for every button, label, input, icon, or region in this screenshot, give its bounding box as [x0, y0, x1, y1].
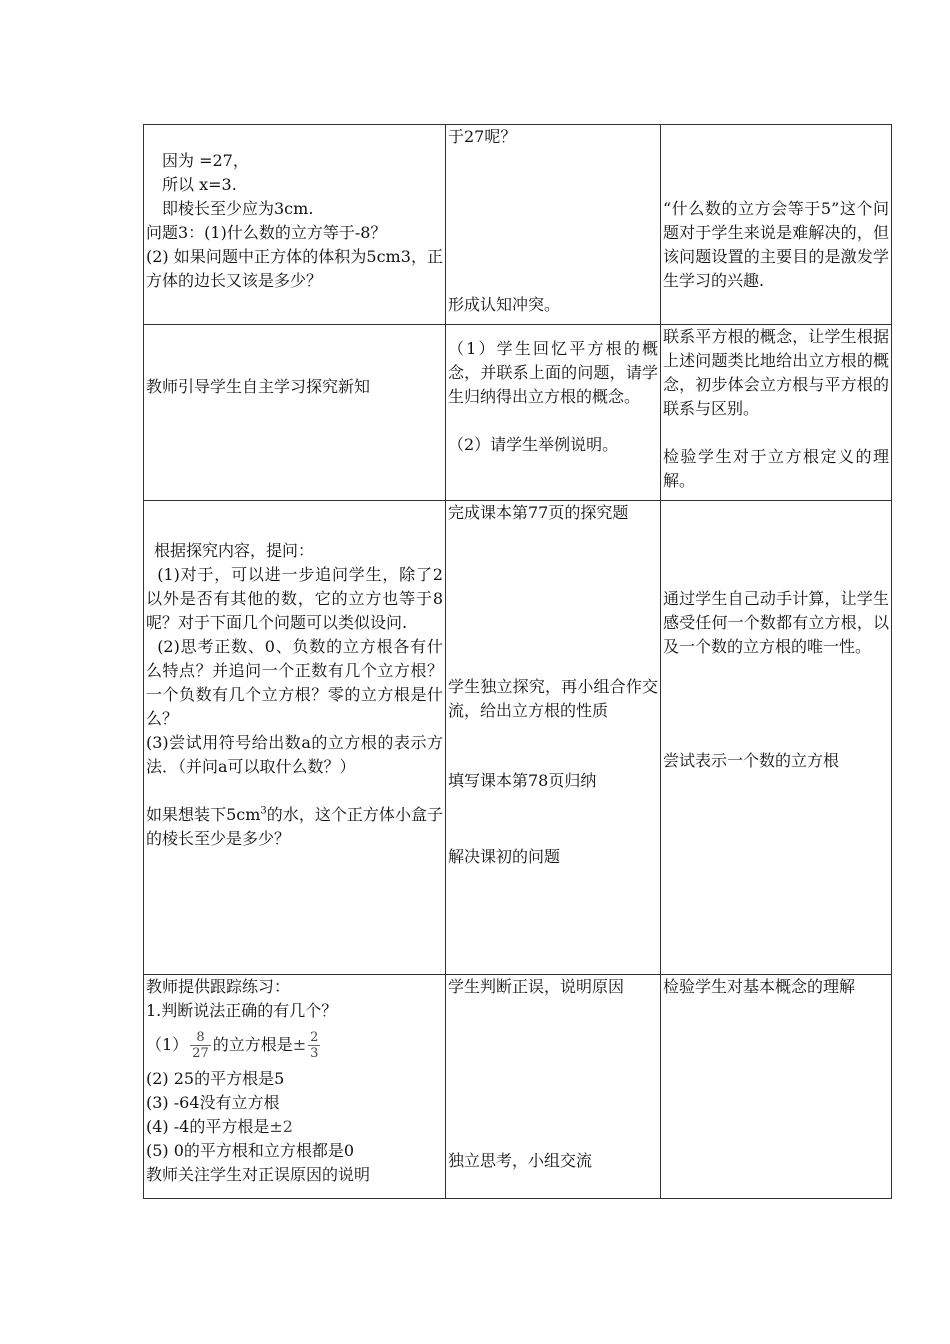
fraction-numerator: 8: [190, 1030, 211, 1046]
text-paragraph: 完成课本第77页的探究题: [448, 503, 629, 522]
fraction: [308, 1030, 320, 1061]
text-line: 即棱长至少应为3cm.: [162, 199, 314, 218]
text-line: 因为 =27，: [162, 151, 249, 170]
text-paragraph: “什么数的立方会等于5”这个问题对于学生来说是难解决的，但该问题设置的主要目的是激发学生学习的兴趣.: [663, 199, 889, 290]
text-line: 问题3：(1)什么数的立方等于-8？: [146, 223, 387, 242]
text-line: 根据探究内容，提问：: [154, 541, 315, 560]
text-paragraph: (3)尝试用符号给出数a的立方根的表示方法．（并问a可以取什么数？）: [146, 733, 443, 776]
text-line: （2）请学生举例说明。: [448, 435, 619, 454]
text-line: (5) 0的平方根和立方根都是0: [146, 1141, 355, 1160]
cell-teacher-activity: [144, 501, 446, 975]
text-fragment: ±2: [269, 1117, 293, 1136]
text-paragraph: （1）学生回忆平方根的概念，并联系上面的问题，请学生归纳得出立方根的概念。: [448, 339, 658, 406]
cell-teacher-activity: [144, 125, 446, 325]
text-fragment: (4) -4的平方根是: [146, 1117, 270, 1136]
text-line: 1.判断说法正确的有几个？: [146, 1001, 338, 1020]
text-line: 检验学生对基本概念的理解: [663, 977, 856, 996]
table-row: [144, 975, 892, 1199]
fraction-denominator: 3: [310, 1045, 319, 1061]
cell-teacher-activity: [144, 325, 446, 501]
text-line: [146, 1023, 443, 1067]
text-paragraph: [146, 803, 443, 851]
fraction: [190, 1030, 211, 1061]
text-line: (2) 如果问题中正方体的体积为5cm3，正方体的边长又该是多少？: [146, 247, 443, 290]
text-line: 解决课初的问题: [448, 847, 561, 866]
text-fragment: （1）: [146, 1035, 189, 1054]
text-paragraph: 学生独立探究，再小组合作交流，给出立方根的性质: [448, 677, 658, 720]
cell-design-intent: [661, 501, 892, 975]
cell-design-intent: [661, 325, 892, 501]
cell-student-activity: [446, 325, 661, 501]
text-line: 所以 x=3.: [162, 175, 237, 194]
table-row: [144, 125, 892, 325]
text-line: (3) -64没有立方根: [146, 1093, 280, 1112]
lesson-plan-table: [143, 124, 892, 1199]
text-line: 教师引导学生自主学习探究新知: [146, 377, 371, 396]
plus-minus-sign: ±: [292, 1035, 307, 1054]
table-row: [144, 501, 892, 975]
fraction-numerator: 2: [310, 1029, 319, 1045]
text-line: 填写课本第78页归纳: [448, 771, 597, 790]
text-fragment: 的立方根是: [212, 1035, 293, 1054]
text-fragment: 如果想装下5cm: [146, 805, 261, 824]
cell-student-activity: [446, 975, 661, 1199]
cell-student-activity: [446, 125, 661, 325]
cell-design-intent: [661, 125, 892, 325]
cell-teacher-activity: [144, 975, 446, 1199]
text-line: 教师关注学生对正误原因的说明: [146, 1165, 371, 1184]
text-line: [146, 1115, 443, 1139]
text-paragraph: 通过学生自己动手计算，让学生感受任何一个数都有立方根，以及一个数的立方根的唯一性。: [663, 589, 889, 656]
superscript: 3: [260, 805, 267, 817]
text-paragraph: (1)对于，可以进一步追问学生，除了2以外是否有其他的数，它的立方也等于8呢？对于下面几个问题可以类似设问.: [146, 565, 443, 632]
text-fragment: 的水，这个正方体小盒子的棱长至少是多少？: [146, 805, 443, 848]
cell-design-intent: [661, 975, 892, 1199]
text-line: 教师提供跟踪练习：: [146, 977, 291, 996]
text-line: 形成认知冲突。: [448, 295, 561, 314]
text-line: 独立思考，小组交流: [448, 1151, 593, 1170]
text-line: 于27呢？: [448, 127, 517, 146]
table-row: [144, 325, 892, 501]
text-line: (2) 25的平方根是5: [146, 1069, 285, 1088]
text-line: 学生判断正误，说明原因: [448, 977, 625, 996]
text-paragraph: (2)思考正数、0、负数的立方根各有什么特点？并追问一个正数有几个立方根？一个负数有几个立方根？零的立方根是什么？: [146, 637, 443, 728]
cell-student-activity: [446, 501, 661, 975]
text-line: 尝试表示一个数的立方根: [663, 751, 840, 770]
text-paragraph: 联系平方根的概念，让学生根据上述问题类比地给出立方根的概念，初步体会立方根与平方根的联系与区别。: [663, 327, 889, 418]
fraction-denominator: 27: [192, 1045, 209, 1061]
text-paragraph: 检验学生对于立方根定义的理解。: [663, 447, 889, 490]
